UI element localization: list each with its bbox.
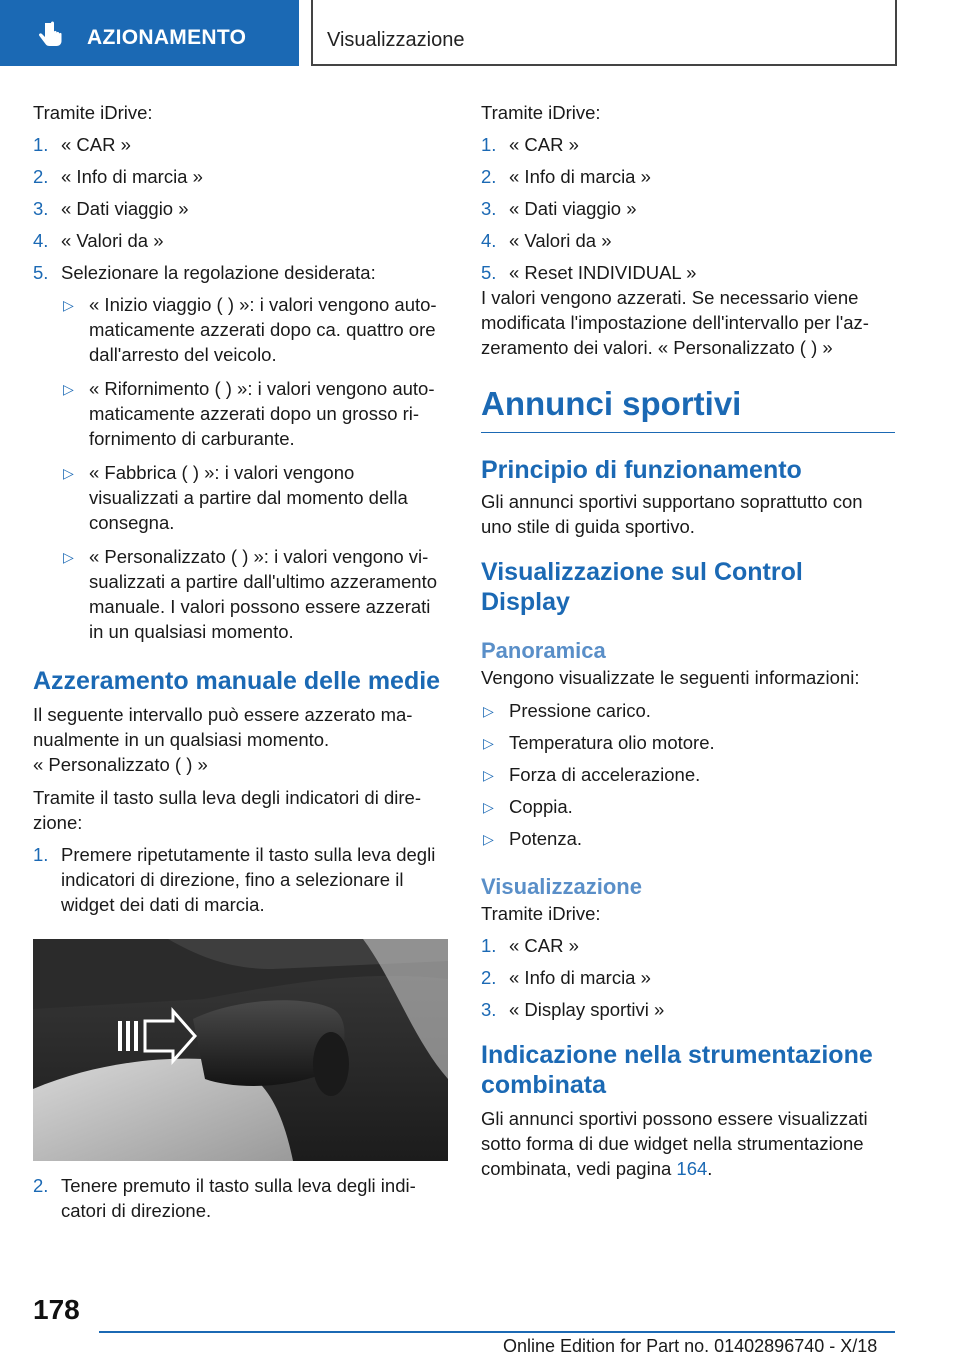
subsection-header xyxy=(311,0,897,66)
triangle-right-icon: ▷ xyxy=(483,831,494,847)
hand-pointer-icon xyxy=(36,20,66,50)
list-item: ▷ Coppia. xyxy=(481,794,895,819)
turn-signal-lever-photo xyxy=(33,939,448,1161)
list-item: 1. « CAR » xyxy=(481,134,579,155)
right-steps-list xyxy=(481,132,895,285)
triangle-right-icon: ▷ xyxy=(483,767,494,783)
list-item: ▷ Temperatura olio motore. xyxy=(481,730,895,755)
subsection-heading: Visualizzazione xyxy=(481,874,642,899)
option-bullets xyxy=(61,292,447,644)
list-item: 1. Premere ripetutamente il tasto sulla leva degli indicatori di direzione, fino a selezionare il widget dei dati di marcia. xyxy=(33,844,436,915)
list-item: 2. « Info di marcia » xyxy=(481,967,651,988)
edition-label: Online Edition for Part no. 01402896740 - X/18 xyxy=(503,1336,878,1356)
triangle-right-icon: ▷ xyxy=(63,381,74,397)
right-column xyxy=(481,100,895,1181)
list-item: 2. « Info di marcia » xyxy=(481,166,651,187)
display-steps-list xyxy=(481,933,895,1022)
section-heading: Visualizzazione sul Control Display xyxy=(481,558,803,616)
paragraph: « Personalizzato ( ) » xyxy=(33,754,208,775)
list-item: ▷ Pressione carico. xyxy=(481,698,895,723)
section-label: AZIONAMENTO xyxy=(87,26,247,49)
triangle-right-icon: ▷ xyxy=(63,297,74,313)
list-item: 2. « Info di marcia » xyxy=(33,166,203,187)
list-item: 4. « Valori da » xyxy=(481,230,612,251)
page-number: 178 xyxy=(33,1294,80,1325)
triangle-right-icon: ▷ xyxy=(483,799,494,815)
left-steps-list xyxy=(33,132,447,285)
triangle-right-icon: ▷ xyxy=(483,703,494,719)
list-item: ▷ Potenza. xyxy=(481,826,895,851)
list-item: ▷ « Fabbrica ( ) »: i valori vengono visualizzati a partire dal momento della consegna. xyxy=(63,462,408,533)
footer-divider xyxy=(99,1331,895,1333)
paragraph: Vengono visualizzate le seguenti informazioni: xyxy=(481,667,860,688)
paragraph: Gli annunci sportivi supportano soprattutto con uno stile di guida sportivo. xyxy=(481,491,863,537)
left-intro: Tramite iDrive: xyxy=(33,102,153,123)
triangle-right-icon: ▷ xyxy=(483,735,494,751)
page-link[interactable]: 164 xyxy=(676,1158,708,1179)
section-heading: Indicazione nella strumentazione combinata xyxy=(481,1041,873,1099)
overview-list xyxy=(481,698,895,851)
list-item: 3. « Display sportivi » xyxy=(481,999,665,1020)
list-item: 5. Selezionare la regolazione desiderata: xyxy=(33,262,376,283)
list-item: 4. « Valori da » xyxy=(33,230,164,251)
right-intro: Tramite iDrive: xyxy=(481,102,601,123)
list-item: 2. Tenere premuto il tasto sulla leva degli indi-catori di direzione. xyxy=(33,1175,416,1221)
triangle-right-icon: ▷ xyxy=(63,465,74,481)
manual-steps-list-cont xyxy=(33,1173,447,1223)
subsection-label: Visualizzazione xyxy=(327,29,465,51)
left-column xyxy=(33,100,447,1230)
list-item: ▷ Forza di accelerazione. xyxy=(481,762,895,787)
list-item: ▷ « Inizio viaggio ( ) »: i valori vengono auto-maticamente azzerati dopo ca. quattro ore dall'arresto del veicolo. xyxy=(63,294,437,365)
list-item: 1. « CAR » xyxy=(481,935,579,956)
triangle-right-icon: ▷ xyxy=(63,549,74,565)
list-item: 3. « Dati viaggio » xyxy=(33,198,189,219)
paragraph: Tramite iDrive: xyxy=(481,903,601,924)
section-heading: Principio di funzionamento xyxy=(481,456,802,484)
list-item: ▷ « Rifornimento ( ) »: i valori vengono auto-maticamente azzerati dopo un grosso ri-fornimento di carburante. xyxy=(63,378,435,449)
list-item: 1. « CAR » xyxy=(33,134,131,155)
paragraph: Il seguente intervallo può essere azzerato ma-nualmente in un qualsiasi momento. xyxy=(33,704,413,750)
list-item: 3. « Dati viaggio » xyxy=(481,198,637,219)
section-heading: Azzeramento manuale delle medie xyxy=(33,667,441,695)
paragraph: Tramite il tasto sulla leva degli indicatori di dire-zione: xyxy=(33,787,421,833)
paragraph: Gli annunci sportivi possono essere visualizzati sotto forma di due widget nella strumentazione combinata, vedi pagina 164. xyxy=(481,1108,868,1179)
manual-steps-list xyxy=(33,842,447,917)
chapter-heading: Annunci sportivi xyxy=(481,384,895,433)
reset-note: I valori vengono azzerati. Se necessario viene modificata l'impostazione dell'intervallo per l'az-zeramento dei valori. « Personalizzato ( ) » xyxy=(481,287,869,358)
list-item: ▷ « Personalizzato ( ) »: i valori vengono vi-sualizzati a partire dall'ultimo azzeramento manuale. I valori possono essere azzerati in un qualsiasi momento. xyxy=(63,546,437,642)
list-item: 5. « Reset INDIVIDUAL » xyxy=(481,262,697,283)
subsection-heading: Panoramica xyxy=(481,638,606,663)
section-tab[interactable] xyxy=(0,0,299,66)
